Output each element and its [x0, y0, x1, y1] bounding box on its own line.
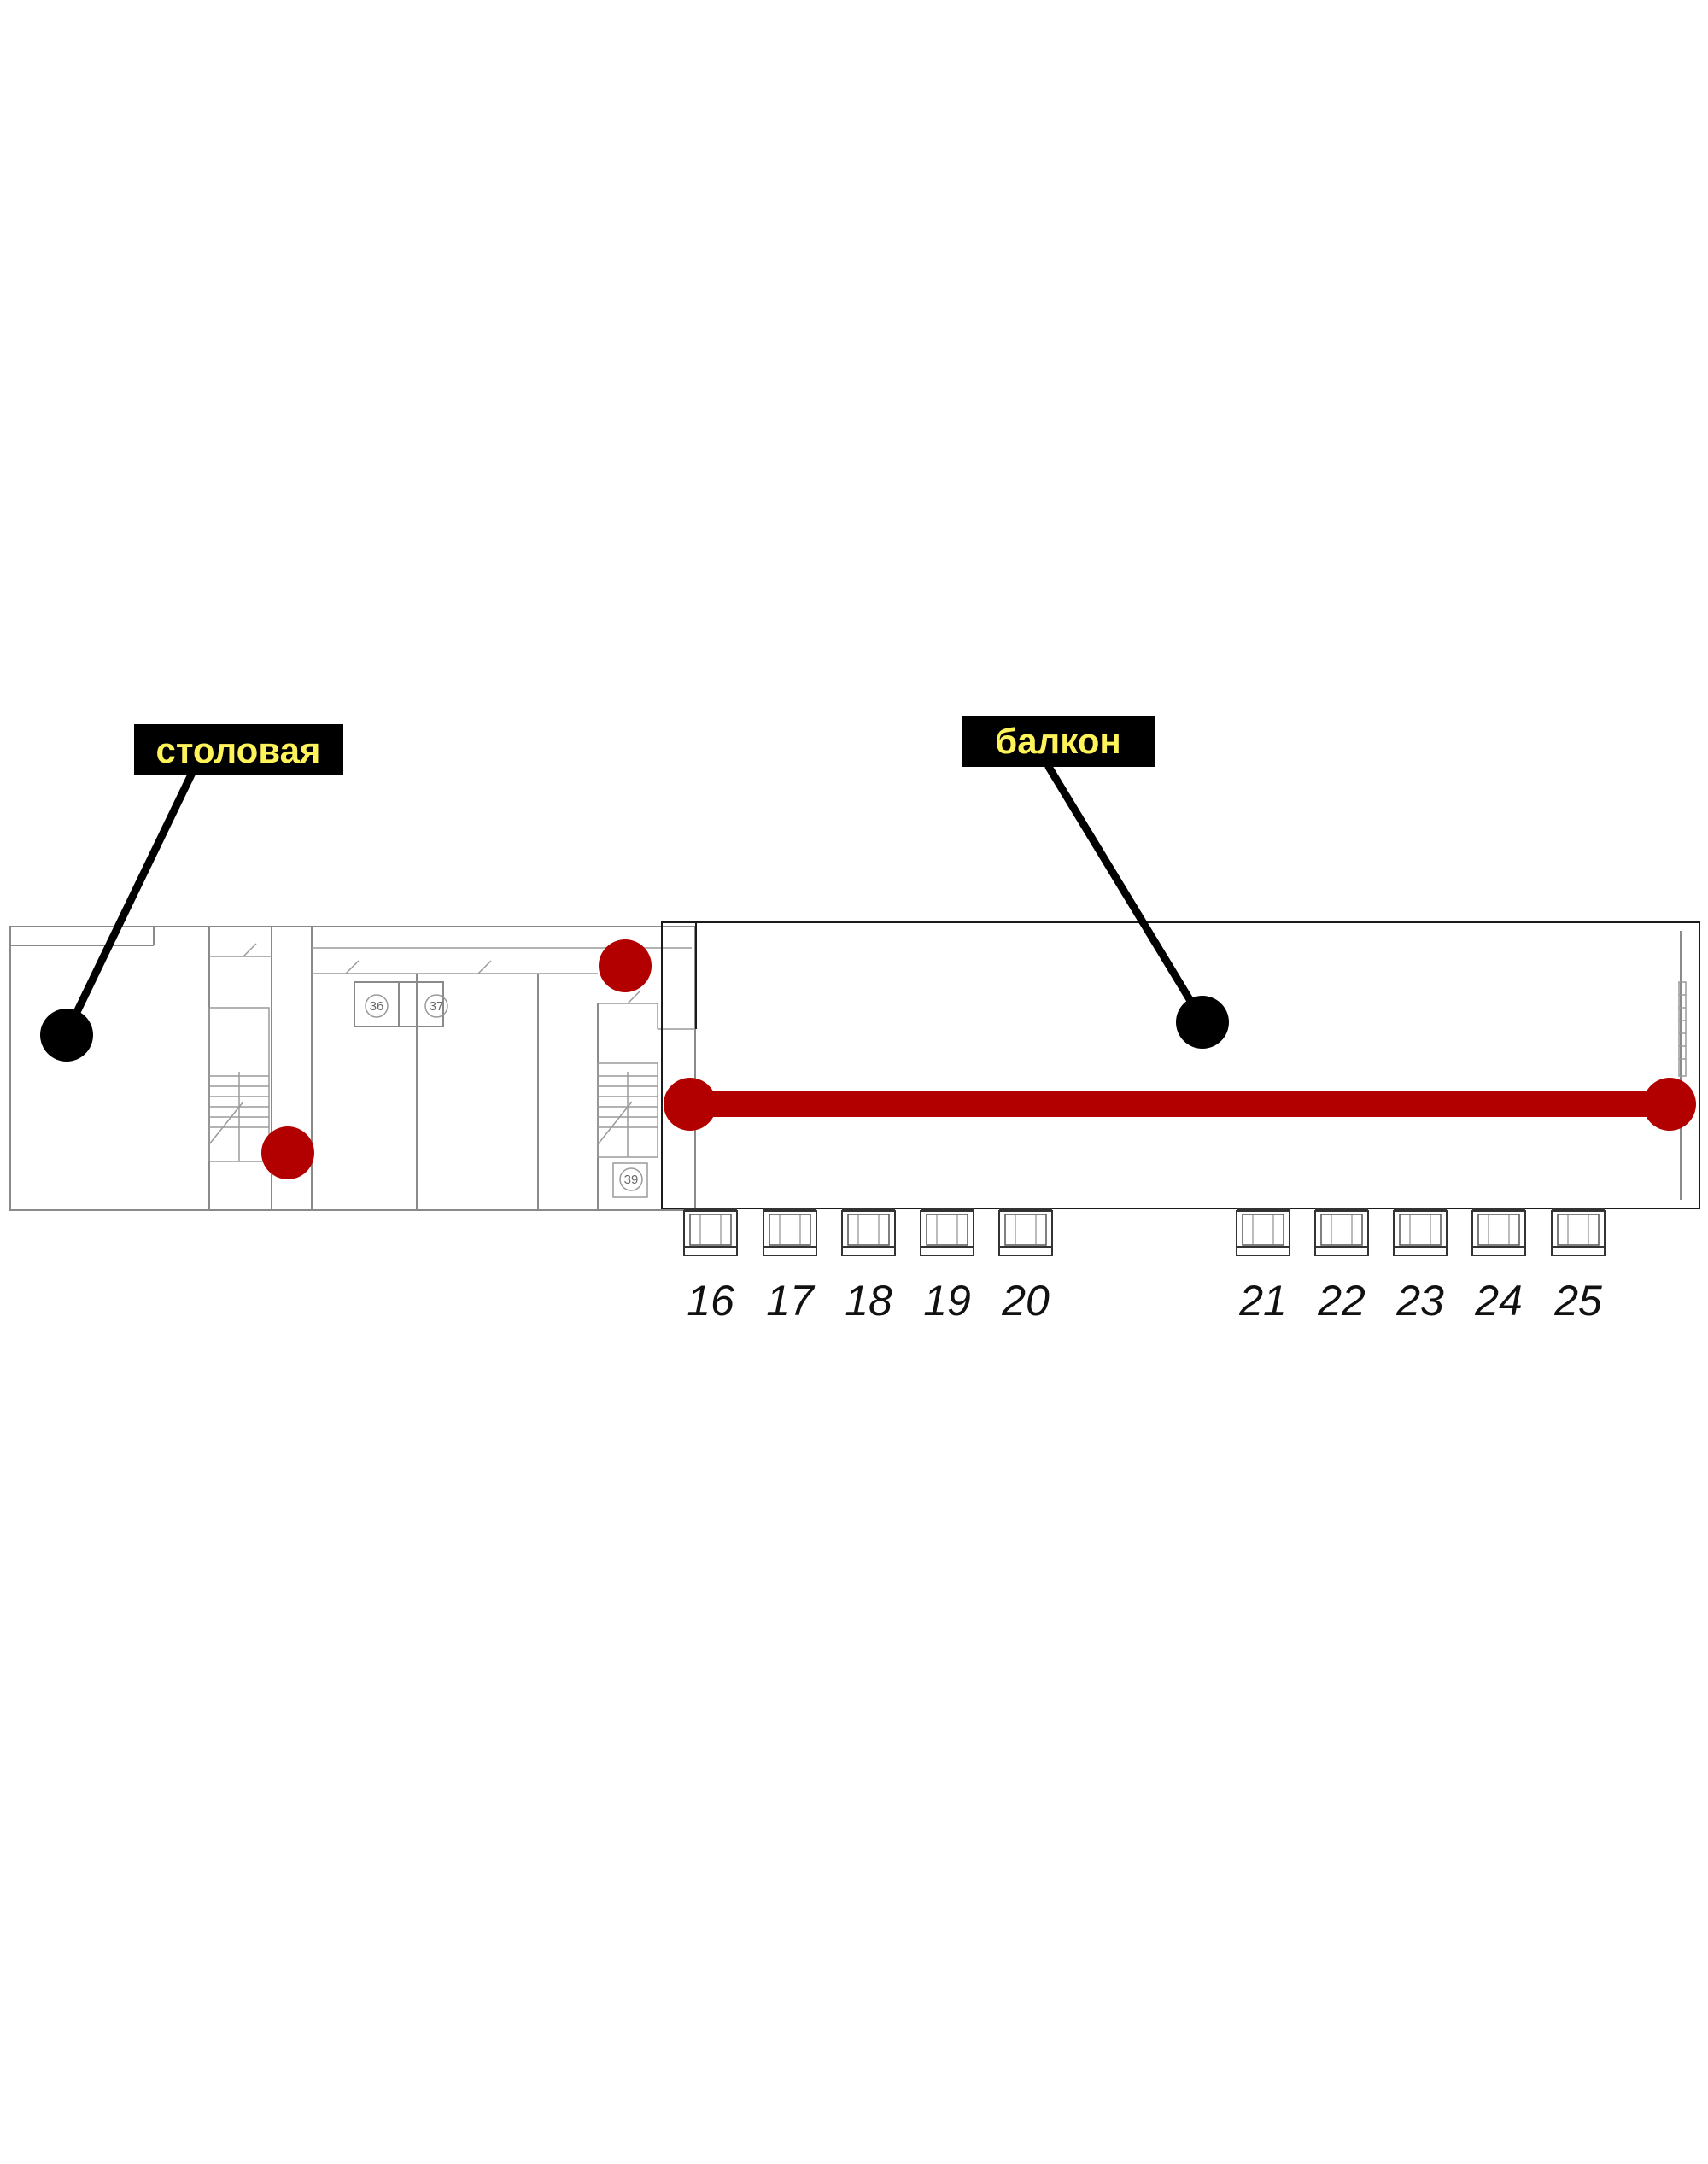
- booth-number-16: 16: [687, 1277, 734, 1325]
- booth-20: [999, 1208, 1052, 1255]
- booth-21: [1237, 1208, 1290, 1255]
- booth-25: [1552, 1208, 1605, 1255]
- booth-number-24: 24: [1475, 1277, 1523, 1325]
- red-markers: [261, 939, 1696, 1179]
- callout-dining-room: [40, 724, 343, 1062]
- callout-label-dining: столовая: [155, 730, 321, 770]
- booth-number-23: 23: [1396, 1277, 1444, 1325]
- room-number-labels: [366, 995, 642, 1190]
- red-marker-entrance: [599, 939, 652, 992]
- red-marker-stair: [261, 1126, 314, 1179]
- red-route-start-dot: [664, 1078, 717, 1131]
- booths-row: [684, 1208, 1605, 1325]
- booth-number-21: 21: [1239, 1277, 1287, 1325]
- booth-23: [1394, 1208, 1447, 1255]
- booth-16: [684, 1208, 737, 1255]
- room-number-36: 36: [369, 999, 384, 1014]
- booth-number-18: 18: [845, 1277, 892, 1325]
- booth-17: [763, 1208, 816, 1255]
- balcony-outline: [662, 922, 1699, 1208]
- booth-number-20: 20: [1002, 1277, 1050, 1325]
- callout-leader-line-dining: [67, 773, 192, 1033]
- callout-anchor-dot-balcony: [1176, 996, 1229, 1049]
- booth-number-22: 22: [1318, 1277, 1366, 1325]
- booth-24: [1472, 1208, 1525, 1255]
- callout-balcony: [962, 716, 1229, 1049]
- callout-label-balcony: балкон: [995, 721, 1121, 761]
- booth-number-19: 19: [923, 1277, 971, 1325]
- room-number-39: 39: [623, 1173, 639, 1187]
- booth-19: [921, 1208, 974, 1255]
- room-number-37: 37: [429, 999, 444, 1014]
- booth-number-25: 25: [1554, 1277, 1602, 1325]
- callout-leader-line-balcony: [1049, 767, 1202, 1021]
- red-route-end-dot: [1643, 1078, 1696, 1131]
- left-wing-walls: [10, 927, 695, 1210]
- booth-18: [842, 1208, 895, 1255]
- booth-22: [1315, 1208, 1368, 1255]
- callout-anchor-dot-dining: [40, 1009, 93, 1062]
- booth-number-17: 17: [766, 1277, 814, 1325]
